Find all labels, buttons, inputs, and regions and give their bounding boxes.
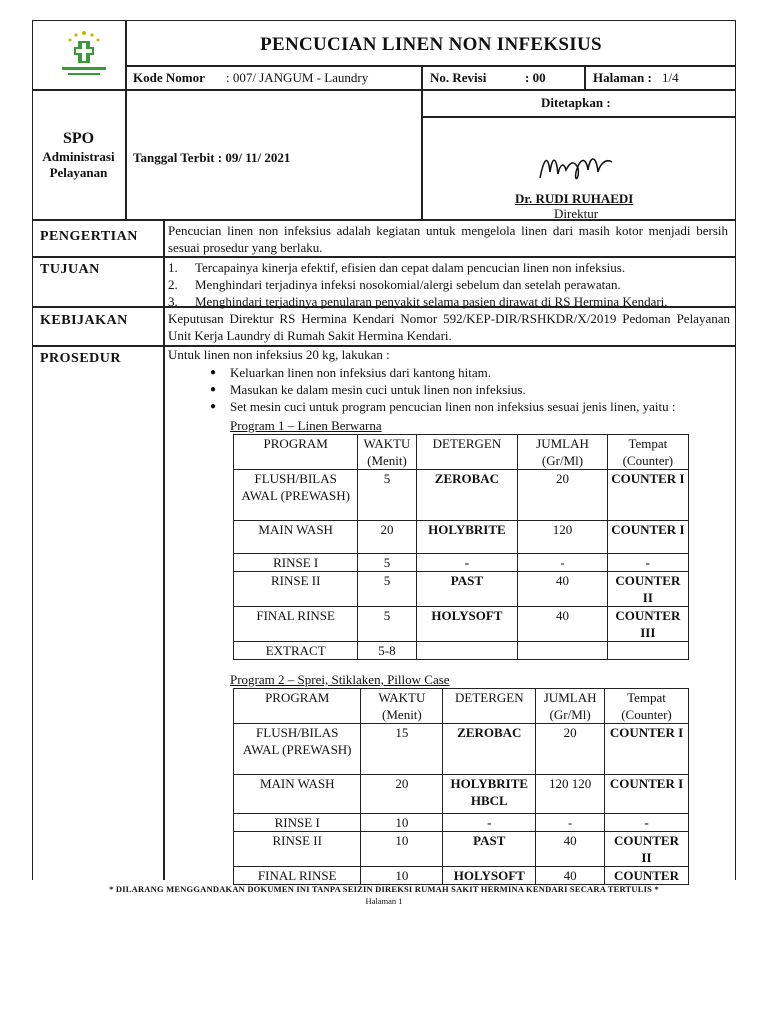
- list-item: [168, 293, 733, 310]
- table-cell: ZEROBAC: [443, 724, 536, 775]
- tujuan-label: TUJUAN: [40, 262, 100, 277]
- table-cell: RINSE II: [234, 832, 361, 867]
- table-cell: FLUSH/BILAS AWAL (PREWASH): [234, 470, 358, 521]
- list-item: [168, 259, 733, 276]
- table-row: [234, 814, 689, 832]
- table-cell: 20: [358, 521, 416, 554]
- table-header-cell: DETERGEN: [416, 435, 518, 470]
- table-cell: 40: [536, 832, 605, 867]
- footer-page: Halaman 1: [365, 896, 403, 906]
- table-cell: -: [536, 814, 605, 832]
- table-row: [234, 775, 689, 814]
- no-revisi-value: : 00: [525, 70, 546, 85]
- halaman-value: 1/4: [662, 70, 679, 85]
- table-cell: [607, 642, 688, 660]
- table-header-cell: JUMLAH (Gr/Ml): [518, 435, 607, 470]
- signature: [534, 148, 634, 188]
- list-text: Tercapainya kinerja efektif, efisien dan cepat dalam pencucian linen non infeksius.: [195, 260, 626, 275]
- table-header-cell: JUMLAH (Gr/Ml): [536, 689, 605, 724]
- table-cell: [416, 642, 518, 660]
- table-row: [234, 642, 689, 660]
- table-cell: 120 120: [536, 775, 605, 814]
- spo-sub1: Administrasi: [42, 149, 115, 164]
- program2-table: [233, 688, 689, 885]
- table-cell: 5: [358, 554, 416, 572]
- table-cell: [518, 642, 607, 660]
- pengertian-label: PENGERTIAN: [40, 229, 138, 244]
- signer-title: Direktur: [554, 206, 599, 221]
- list-text: Menghindari terjadinya penularan penyakit selama pasien dirawat di RS Hermina Kendari.: [195, 294, 668, 309]
- table-cell: 5: [358, 607, 416, 642]
- table-cell: FINAL RINSE: [234, 867, 361, 885]
- halaman-label: Halaman :: [593, 70, 652, 85]
- table-cell: PAST: [443, 832, 536, 867]
- table-cell: COUNTER I: [604, 775, 688, 814]
- page-title: PENCUCIAN LINEN NON INFEKSIUS: [260, 34, 602, 55]
- signer-name: Dr. RUDI RUHAEDI: [515, 191, 634, 206]
- table-cell: 5: [358, 470, 416, 521]
- table-row: [234, 607, 689, 642]
- table-cell: HOLYSOFT: [443, 867, 536, 885]
- list-item: [168, 276, 733, 293]
- pengertian-text: Pencucian linen non infeksius adalah kegiatan untuk mengelola linen dari masih kotor menjadi bersih sesuai prosedur yang berlaku.: [168, 223, 728, 255]
- table-header-row: [234, 435, 689, 470]
- table-cell: EXTRACT: [234, 642, 358, 660]
- table-cell: 120: [518, 521, 607, 554]
- table-cell: RINSE II: [234, 572, 358, 607]
- prosedur-bullets: [204, 364, 724, 415]
- table-cell: 20: [518, 470, 607, 521]
- table-cell: PAST: [416, 572, 518, 607]
- table-cell: COUNTER I: [604, 724, 688, 775]
- table-cell: -: [416, 554, 518, 572]
- table-cell: RINSE I: [234, 554, 358, 572]
- table-row: [234, 572, 689, 607]
- spo-label: SPO: [62, 130, 95, 147]
- table-row: [234, 521, 689, 554]
- table-header-cell: PROGRAM: [234, 435, 358, 470]
- table-header-cell: PROGRAM: [234, 689, 361, 724]
- table-cell: HOLYBRITE: [416, 521, 518, 554]
- table-cell: MAIN WASH: [234, 775, 361, 814]
- table-cell: 40: [536, 867, 605, 885]
- table-cell: 20: [536, 724, 605, 775]
- spo-sub2: Pelayanan: [49, 165, 108, 180]
- table-cell: COUNTER II: [604, 832, 688, 867]
- table-cell: RINSE I: [234, 814, 361, 832]
- table-cell: 15: [361, 724, 443, 775]
- list-item: ● Keluarkan linen non infeksius dari kantong hitam.: [204, 364, 724, 381]
- table-cell: ZEROBAC: [416, 470, 518, 521]
- list-number: 3.: [168, 294, 178, 309]
- table-cell: COUNTER III: [607, 607, 688, 642]
- list-item: ● Set mesin cuci untuk program pencucian linen non infeksius sesuai jenis linen, yaitu :: [204, 398, 724, 415]
- list-number: 1.: [168, 260, 178, 275]
- table-cell: COUNTER I: [607, 470, 688, 521]
- program2-title: Program 2 – Sprei, Stiklaken, Pillow Case: [230, 672, 450, 687]
- table-cell: HOLYBRITE HBCL: [443, 775, 536, 814]
- table-header-cell: DETERGEN: [443, 689, 536, 724]
- table-cell: -: [518, 554, 607, 572]
- table-header-cell: WAKTU (Menit): [358, 435, 416, 470]
- table-cell: 10: [361, 832, 443, 867]
- table-cell: COUNTER II: [607, 572, 688, 607]
- list-text: Menghindari terjadinya infeksi nosokomial/alergi sebelum dan setelah perawatan.: [195, 277, 621, 292]
- table-row: [234, 724, 689, 775]
- kebijakan-label: KEBIJAKAN: [40, 313, 128, 328]
- table-cell: -: [607, 554, 688, 572]
- list-number: 2.: [168, 277, 178, 292]
- prosedur-intro: Untuk linen non infeksius 20 kg, lakukan :: [168, 347, 390, 362]
- prosedur-label: PROSEDUR: [40, 351, 122, 366]
- table-cell: 5: [358, 572, 416, 607]
- table-header-row: [234, 689, 689, 724]
- hospital-logo: [54, 27, 114, 79]
- table-cell: 10: [361, 814, 443, 832]
- table-row: [234, 867, 689, 885]
- table-header-cell: Tempat (Counter): [607, 435, 688, 470]
- ditetapkan-label: Ditetapkan :: [541, 95, 611, 110]
- table-cell: FINAL RINSE: [234, 607, 358, 642]
- table-cell: HOLYSOFT: [416, 607, 518, 642]
- table-header-cell: Tempat (Counter): [604, 689, 688, 724]
- table-row: [234, 554, 689, 572]
- tanggal-terbit: Tanggal Terbit : 09/ 11/ 2021: [133, 150, 291, 165]
- program1-table: [233, 434, 689, 660]
- program1-title: Program 1 – Linen Berwarna: [230, 418, 382, 433]
- footer-notice: * DILARANG MENGGANDAKAN DOKUMEN INI TANPA SEIZIN DIREKSI RUMAH SAKIT HERMINA KENDARI SECARA TERTULIS *: [109, 884, 659, 894]
- table-cell: 40: [518, 572, 607, 607]
- list-item: ● Masukan ke dalam mesin cuci untuk linen non infeksius.: [204, 381, 724, 398]
- kebijakan-text: Keputusan Direktur RS Hermina Kendari Nomor 592/KEP-DIR/RSHKDR/X/2019 Pedoman Pelayanan Unit Kerja Laundry di Rumah Sakit Hermina Kendari.: [168, 311, 730, 343]
- table-row: [234, 832, 689, 867]
- table-cell: -: [443, 814, 536, 832]
- table-cell: -: [604, 814, 688, 832]
- table-cell: 40: [518, 607, 607, 642]
- table-cell: 10: [361, 867, 443, 885]
- table-cell: FLUSH/BILAS AWAL (PREWASH): [234, 724, 361, 775]
- table-header-cell: WAKTU (Menit): [361, 689, 443, 724]
- kode-nomor-value: : 007/ JANGUM - Laundry: [226, 70, 369, 85]
- table-cell: 20: [361, 775, 443, 814]
- table-cell: MAIN WASH: [234, 521, 358, 554]
- table-row: [234, 470, 689, 521]
- tujuan-list: [168, 259, 733, 310]
- no-revisi-label: No. Revisi: [430, 70, 487, 85]
- table-cell: COUNTER I: [607, 521, 688, 554]
- table-cell: 5-8: [358, 642, 416, 660]
- kode-nomor-label: Kode Nomor: [133, 70, 205, 85]
- table-cell: COUNTER: [604, 867, 688, 885]
